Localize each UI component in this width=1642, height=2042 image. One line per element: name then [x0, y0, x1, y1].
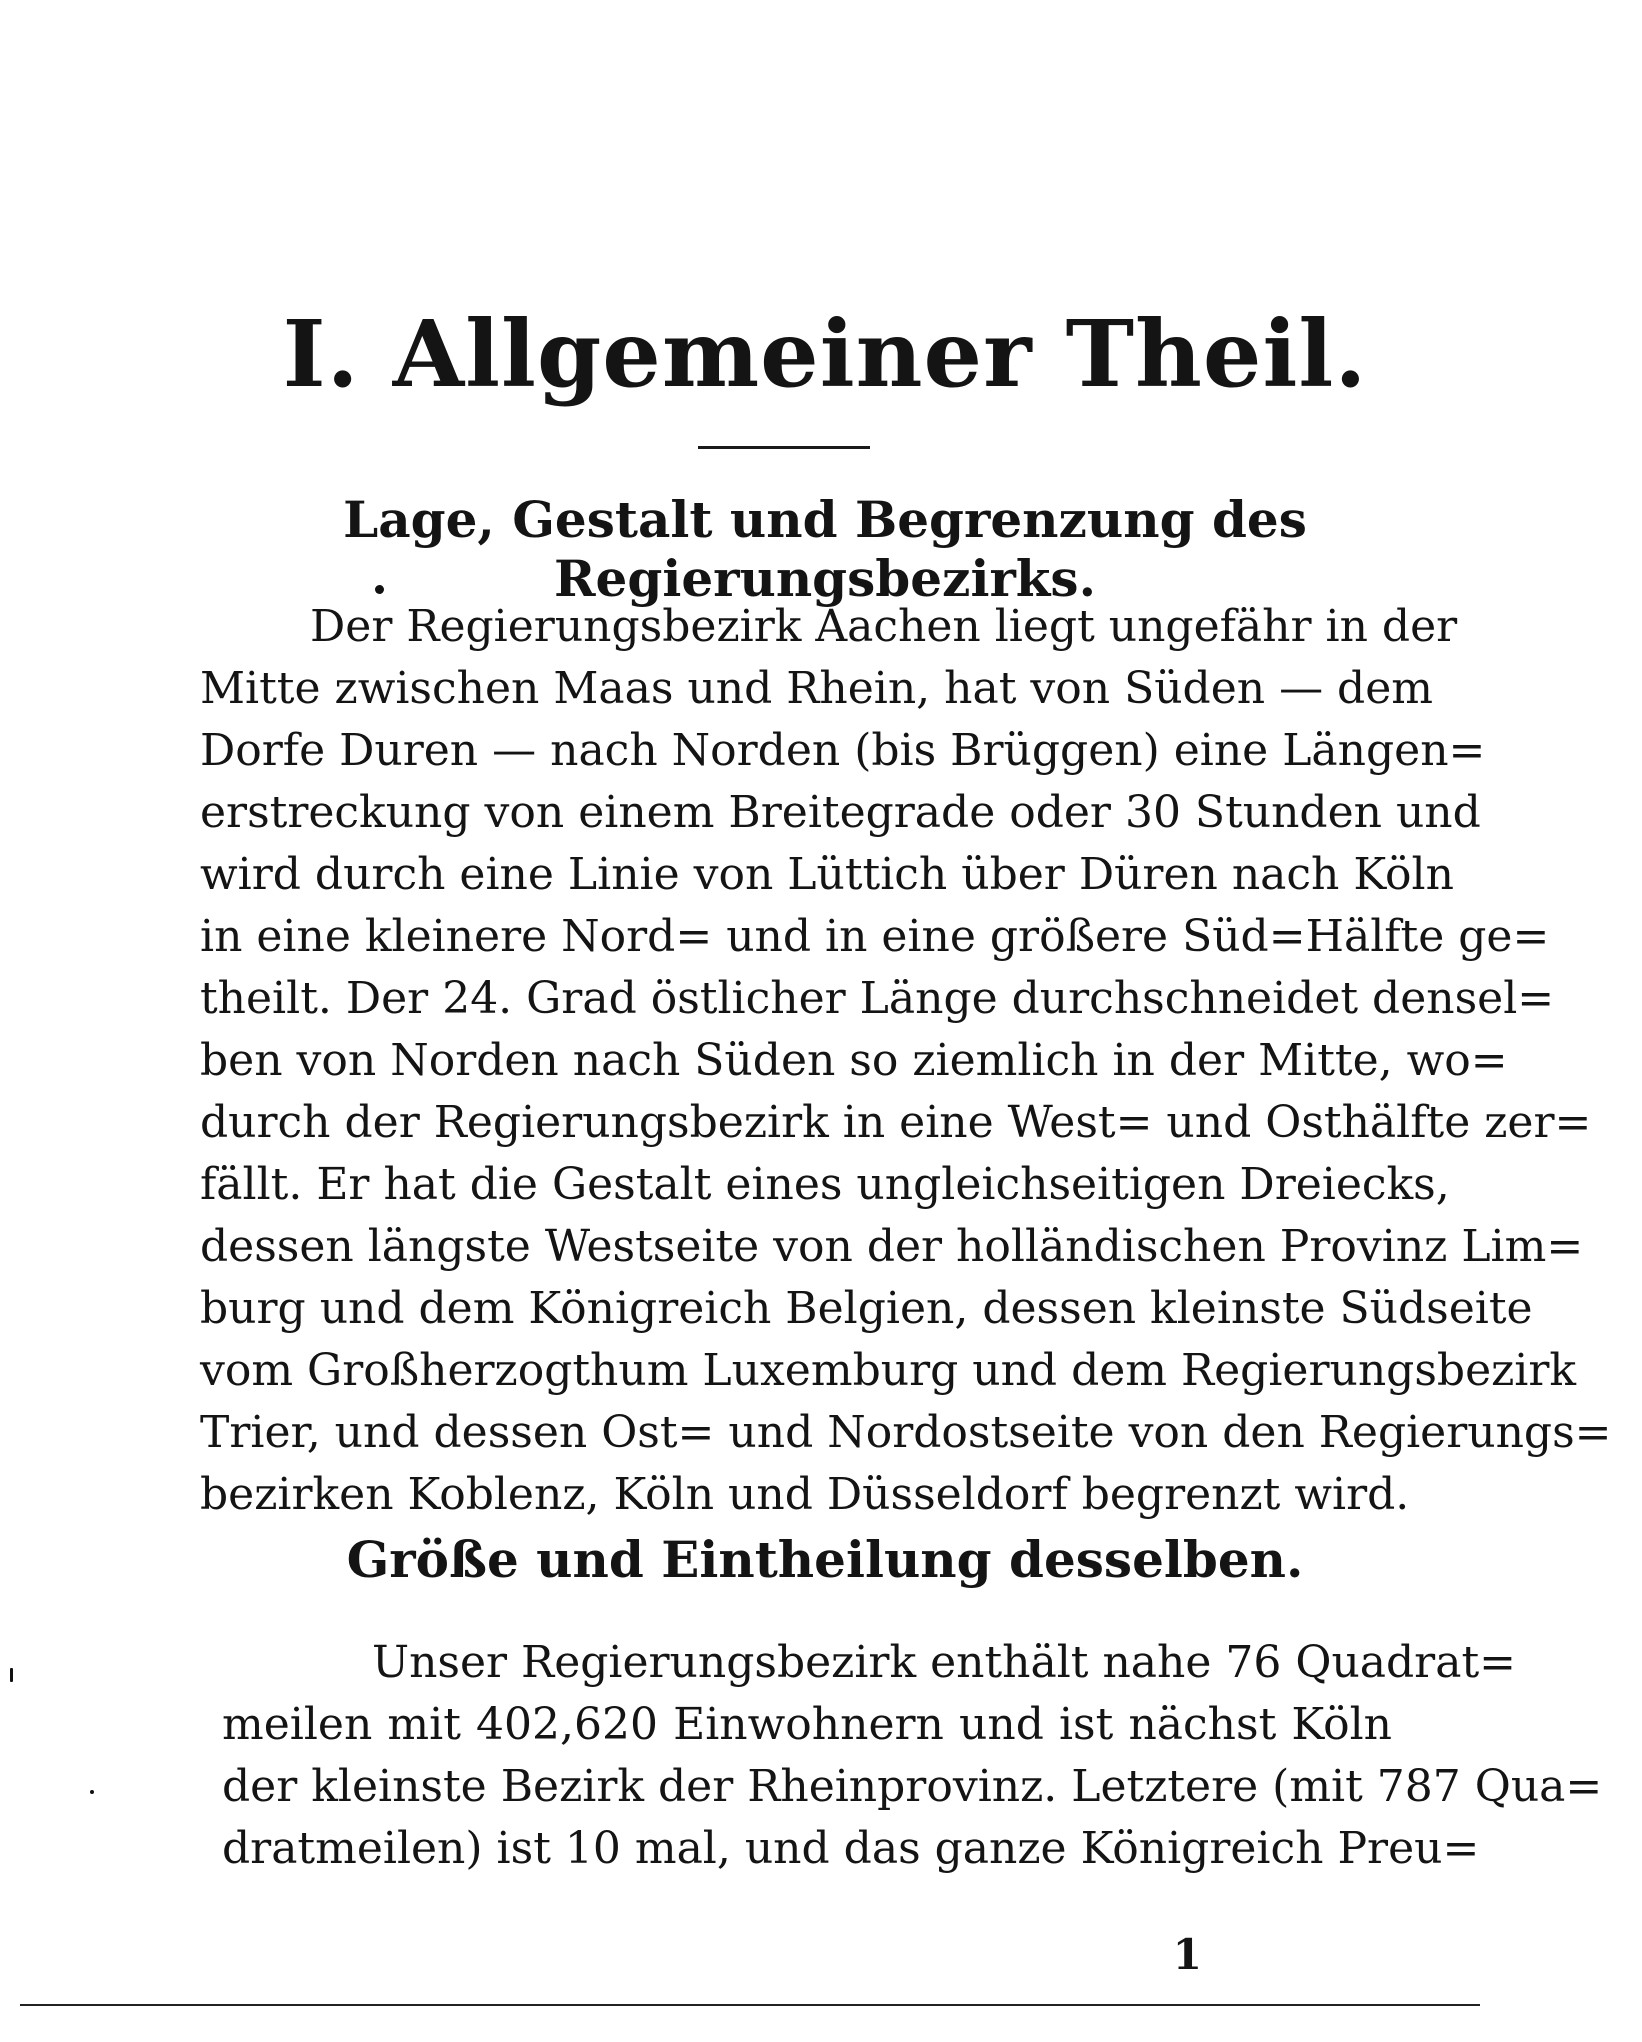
- title-rule: [698, 446, 870, 449]
- text-line: dratmeilen) ist 10 mal, und das ganze Königreich Preu=: [222, 1823, 1480, 1874]
- text-line: ben von Norden nach Süden so ziemlich in der Mitte, wo=: [200, 1035, 1508, 1086]
- text-line: in eine kleinere Nord= und in eine größere Süd=Hälfte ge=: [200, 911, 1550, 962]
- text-line: Trier, und dessen Ost= und Nordostseite von den Regierungs=: [200, 1407, 1612, 1458]
- text-line: durch der Regierungsbezirk in eine West= und Osthälfte zer=: [200, 1097, 1592, 1148]
- text-line: vom Großherzogthum Luxemburg und dem Regierungsbezirk: [200, 1345, 1577, 1396]
- text-line: der kleinste Bezirk der Rheinprovinz. Letztere (mit 787 Qua=: [222, 1761, 1603, 1812]
- text-line: fällt. Er hat die Gestalt eines ungleichseitigen Dreiecks,: [200, 1159, 1450, 1210]
- text-line: theilt. Der 24. Grad östlicher Länge durchschneidet densel=: [200, 973, 1555, 1024]
- text-line: Unser Regierungsbezirk enthält nahe 76 Quadrat=: [372, 1637, 1516, 1688]
- text-line: wird durch eine Linie von Lüttich über Düren nach Köln: [200, 849, 1454, 900]
- text-line: bezirken Koblenz, Köln und Düsseldorf begrenzt wird.: [200, 1469, 1410, 1520]
- text-line: erstreckung von einem Breitegrade oder 30 Stunden und: [200, 787, 1481, 838]
- text-line: meilen mit 402,620 Einwohnern und ist nächst Köln: [222, 1699, 1392, 1750]
- paragraph-lage: [200, 596, 1612, 1526]
- section-heading-lage: Lage, Gestalt und Begrenzung des Regierungsbezirks.: [343, 490, 1307, 608]
- text-line: Mitte zwischen Maas und Rhein, hat von Süden — dem: [200, 663, 1433, 714]
- page-number: 1: [1172, 1930, 1202, 1979]
- text-line: Dorfe Duren — nach Norden (bis Brüggen) eine Längen=: [200, 725, 1486, 776]
- ink-speck: [90, 1790, 94, 1794]
- text-line: burg und dem Königreich Belgien, dessen kleinste Südseite: [200, 1283, 1533, 1334]
- chapter-title: I. Allgemeiner Theil.: [282, 300, 1368, 408]
- section-heading-groesse: Größe und Eintheilung desselben.: [346, 1530, 1304, 1589]
- ink-speck: [375, 585, 384, 594]
- ink-speck: [10, 1668, 13, 1682]
- bottom-rule: [20, 2004, 1480, 2006]
- text-line: dessen längste Westseite von der holländischen Provinz Lim=: [200, 1221, 1584, 1272]
- text-line: Der Regierungsbezirk Aachen liegt ungefähr in der: [310, 601, 1458, 652]
- paragraph-groesse: [222, 1632, 1603, 1880]
